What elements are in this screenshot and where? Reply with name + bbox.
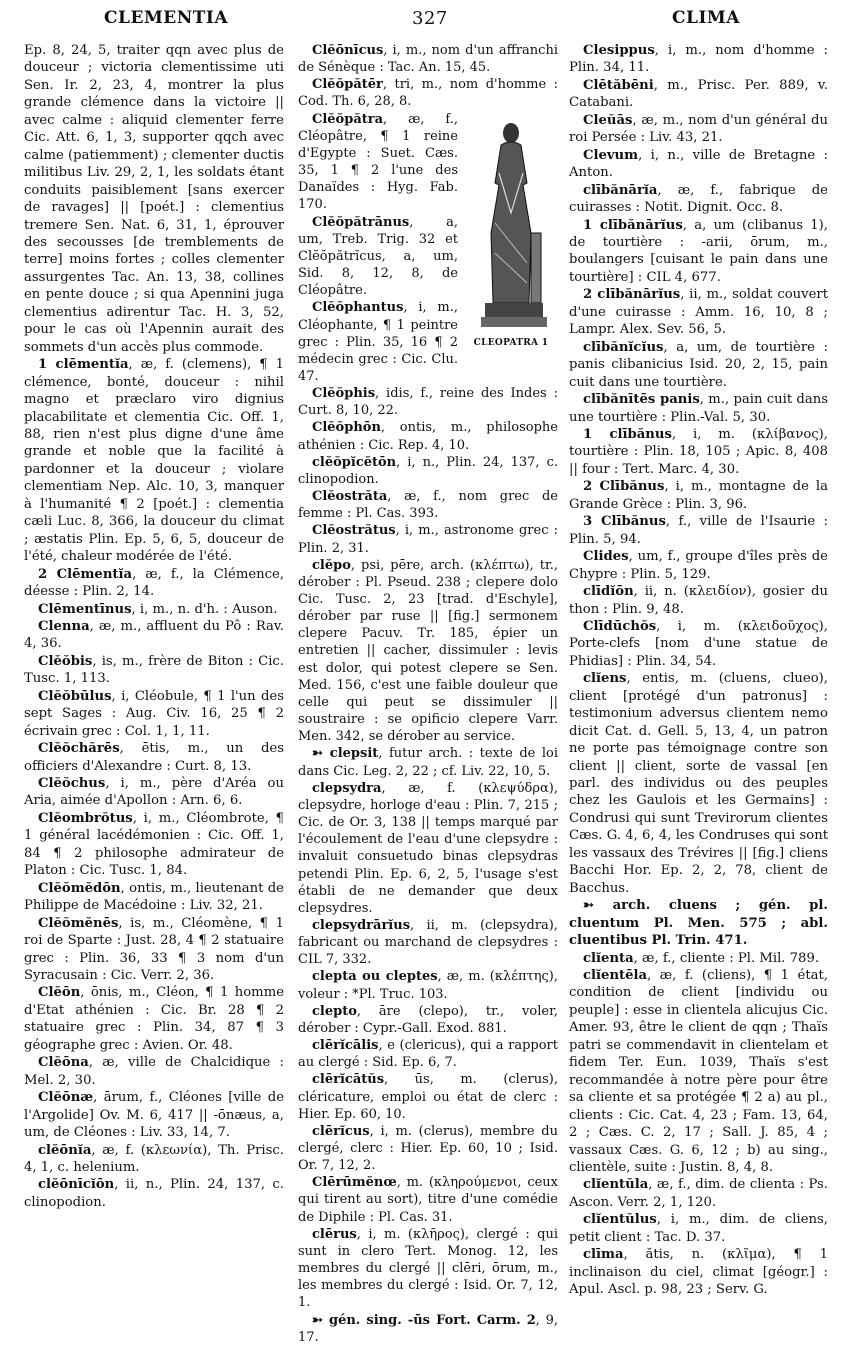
dictionary-entry: Clĕombrŏtus, i, m., Cléombrote, ¶ 1 général lacédémonien : Cic. Off. 1, 84 ¶ 2 philosophe admirateur de Platon : Cic. Tusc. 1, 84. xyxy=(24,810,284,879)
dictionary-entry: Clērūmĕnœ, m. (κληρούμενοι, ceux qui tirent au sort), titre d'une comédie de Diphile : Pl. Cas. 31. xyxy=(298,1175,558,1225)
dictionary-entry: Clĕŏpătēr, tri, m., nom d'homme : Cod. Th. 6, 28, 8. xyxy=(298,77,558,110)
dictionary-entry: clĕŏpĭcĕtōn, i, n., Plin. 24, 137, c. clinopodion. xyxy=(298,454,558,487)
dictionary-entry: clērĭcus, i, m. (clerus), membre du clergé, clerc : Hier. Ep. 60, 10 ; Isid. Or. 7, 12, 2. xyxy=(298,1123,558,1174)
dictionary-entry: Clevum, i, n., ville de Bretagne : Anton. xyxy=(569,147,828,181)
running-head-left: CLEMENTIA xyxy=(104,8,229,28)
dictionary-entry: clĭenta, æ, f., cliente : Pl. Mil. 789. xyxy=(583,950,820,966)
dictionary-entry: clībănārĭa, æ, f., fabrique de cuirasses : Notit. Dignit. Occ. 8. xyxy=(569,182,828,216)
dictionary-entry: clĭentēla, æ, f. (cliens), ¶ 1 état, condition de client [individu ou peuple] : esse in clientela alicujus Cic. Amer. 93, être le client de qqn ; Thaïs patri se commendavit in clientelam et fidem Ter. Eun. 1039, Thaïs s'est recommandée à notre père pour être sa cliente et sa protégée ¶ 2 a) au pl., clients : Cic. Cat. 4, 23 ; Fam. 13, 64, 2 ; Cæs. C. 2, 17 ; Sall. J. 85, 4 ; vassaux Cæs. G. 6, 12 ; b) au sing., clientèle, suite : Justin. 8, 4, 8. xyxy=(569,968,828,1175)
dictionary-entry: clĭentŭlus, i, m., dim. de cliens, petit client : Tac. D. 37. xyxy=(569,1212,828,1245)
figure-caption: CLEOPATRA 1 xyxy=(473,337,549,348)
dictionary-entry: clīdĭōn, ii, n. (κλειδίον), gosier du thon : Plin. 9, 48. xyxy=(569,584,828,617)
dictionary-entry: Clĕŏchărēs, ētis, m., un des officiers d'Alexandre : Curt. 8, 13. xyxy=(24,741,284,774)
dictionary-entry: Clēmentīnus, i, m., n. d'h. : Auson. xyxy=(38,601,278,617)
dictionary-entry: Clĕōnīcus, i, m., nom d'un affranchi de Sénèque : Tac. An. 15, 45. xyxy=(298,43,558,76)
dictionary-entry: Ep. 8, 24, 5, traiter qqn avec plus de douceur ; victoria clementissime uti Sen. Ir. 2, 23, 4, montrer la plus grande clémence dans la victoire || avec calme : aliquid clementer ferre Cic. Att. 6, 1, 3, supporter qqch avec calme (patiemment) ; clementer ductis militibus Liv. 29, 2, 1, les soldats étant conduits paisiblement [sans exercer de ravages] || [poét.] : clementius tremere Sen. Nat. 6, 31, 1, éprouver des secousses [de tremblements de terre] moins fortes ; colles clementer assurgentes Tac. An. 13, 38, collines en pente douce ; si qua Apennini juga clementius adirentur Tac. H. 3, 52, pour le cas où l'Apennin aurait des sommets d'un accès plus commode. xyxy=(24,43,284,355)
dictionary-entry: Clĕŏmĕnēs, is, m., Cléomène, ¶ 1 roi de Sparte : Just. 28, 4 ¶ 2 statuaire grec : Plin. 36, 33 ¶ 3 nom d'un Syracusain : Cic. Verr. 2, 36. xyxy=(24,915,284,984)
dictionary-entry: ➳ gén. sing. -ūs Fort. Carm. 2, 9, 17. xyxy=(298,1312,558,1345)
dictionary-entry: Clĕŏbūlus, i, Cléobule, ¶ 1 l'un des sept Sages : Aug. Civ. 16, 25 ¶ 2 écrivain grec : Col. 1, 1, 11. xyxy=(24,688,284,739)
dictionary-entry: ➳ clepsit, futur arch. : texte de loi dans Cic. Leg. 2, 22 ; cf. Liv. 22, 10, 5. xyxy=(298,746,558,779)
dictionary-entry: 2 Clībănus, i, m., montagne de la Grande Grèce : Plin. 3, 96. xyxy=(569,479,828,512)
dictionary-entry: Clĕōn, ōnis, m., Cléon, ¶ 1 homme d'Etat athénien : Cic. Br. 28 ¶ 2 statuaire grec : Plin. 34, 87 ¶ 3 géographe grec : Avien. Or. 48. xyxy=(24,985,284,1053)
dictionary-entry: Clĕŏphōn, ontis, m., philosophe athénien : Cic. Rep. 4, 10. xyxy=(298,420,558,453)
column-left xyxy=(24,42,284,1211)
dictionary-entry: 2 clībănārĭus, ii, m., soldat couvert d'une cuirasse : Amm. 16, 10, 8 ; Lampr. Alex. Sev. 56, 5. xyxy=(569,287,828,338)
dictionary-entry: Clĕŏpătrānus, a, um, Treb. Trig. 32 et Clĕŏpătrĭcus, a, um, Sid. 8, 12, 8, de Cléopâtre. xyxy=(298,214,458,299)
dictionary-entry: Clētăbēni, m., Prisc. Per. 889, v. Catabani. xyxy=(569,77,828,111)
dictionary-entry: Clĕŏphantus, i, m., Cléophante, ¶ 1 peintre grec : Plin. 35, 16 ¶ 2 médecin grec : Cic. Clu. 47. xyxy=(298,300,458,384)
dictionary-entry: clĕōnīcĭōn, ii, n., Plin. 24, 137, c. clinopodion. xyxy=(24,1177,284,1210)
dictionary-entry: 2 Clēmentĭa, æ, f., la Clémence, déesse : Plin. 2, 14. xyxy=(24,566,285,600)
dictionary-entry: Clĕostrăta, æ, f., nom grec de femme : Pl. Cas. 393. xyxy=(298,489,558,522)
dictionary-entry: Clĕōna, æ, ville de Chalcidique : Mel. 2, 30. xyxy=(24,1055,284,1088)
dictionary-entry: clīma, ătis, n. (κλῖμα), ¶ 1 inclinaison du ciel, climat [géogr.] : Apul. Ascl. p. 98, 23 ; Serv. G. xyxy=(569,1247,828,1298)
cleopatra-statue-icon xyxy=(471,113,551,335)
dictionary-entry: Clĕŏmĕdōn, ontis, m., lieutenant de Philippe de Macédoine : Liv. 32, 21. xyxy=(24,880,284,914)
dictionary-entry: Clĕŏchus, i, m., père d'Aréa ou Aria, aimée d'Apollon : Arn. 6, 6. xyxy=(24,776,284,809)
dictionary-entry: clĭens, entis, m. (cluens, clueo), client [protégé d'un patronus] : testimonium adversus clientem nemo dicit Cat. d. Gell. 5, 13, 4, un patron ne porte pas témoignage contre son client || client, sorte de vassal [en parl. des individus ou des peuples chez les Gaulois et les Germains] : Condrusi qui sunt Trevirorum clientes Cæs. G. 4, 6, 4, les Condruses qui sont les vassaux des Trévires || [fig.] cliens Bacchi Hor. Ep. 2, 2, 78, client de Bacchus. xyxy=(569,671,828,896)
dictionary-entry: Clides, um, f., groupe d'îles près de Chypre : Plin. 5, 129. xyxy=(569,549,828,582)
dictionary-entry: 1 clībănus, i, m. (κλίβανος), tourtière : Plin. 18, 105 ; Apic. 8, 408 || four : Tert. Marc. 4, 30. xyxy=(569,426,828,477)
cleopatra-illustration xyxy=(464,113,558,352)
dictionary-entry: clībănĭcĭus, a, um, de tourtière : panis clibanicius Isid. 20, 2, 15, pain cuit dans une tourtière. xyxy=(569,339,828,390)
dictionary-entry: Cleŭās, æ, m., nom d'un général du roi Persée : Liv. 43, 21. xyxy=(569,112,828,146)
dictionary-entry: Clĕōnæ, ārum, f., Cléones [ville de l'Argolide] Ov. M. 6, 417 || -ōnæus, a, um, de Cléones : Liv. 33, 14, 7. xyxy=(24,1090,284,1141)
page-number: 327 xyxy=(412,8,448,29)
dictionary-entry: clĭentŭla, æ, f., dim. de clienta : Ps. Ascon. Verr. 2, 1, 120. xyxy=(569,1177,828,1210)
column-right xyxy=(569,42,828,1299)
column-middle xyxy=(298,42,558,1346)
dictionary-entry: Clenna, æ, m., affluent du Pô : Rav. 4, 36. xyxy=(24,618,284,652)
dictionary-entry: Clĕŏphis, idis, f., reine des Indes : Curt. 8, 10, 22. xyxy=(298,386,558,419)
dictionary-entry: clērĭcātŭs, ūs, m. (clerus), cléricature, emploi ou état de clerc : Hier. Ep. 60, 10. xyxy=(298,1072,558,1122)
page-header xyxy=(0,8,846,36)
dictionary-entry: clepto, āre (clepo), tr., voler, dérober : Cypr.-Gall. Exod. 881. xyxy=(298,1003,558,1036)
dictionary-entry: 1 clēmentĭa, æ, f. (clemens), ¶ 1 clémence, bonté, douceur : nihil magno et præclaro viro dignius placabilitate et clementia Cic. Off. 1, 88, rien n'est plus digne d'une âme grande et noble que la facilité à pardonner et la douceur ; violare clementiam Nep. Alc. 10, 3, manquer à l'humanité ¶ 2 [poét.] : clementia cæli Luc. 8, 366, la douceur du climat ; æstatis Plin. Ep. 5, 6, 5, douceur de l'été, chaleur modérée de l'été. xyxy=(24,357,284,565)
dictionary-entry: Clesippus, i, m., nom d'homme : Plin. 34, 11. xyxy=(569,43,828,76)
dictionary-entry: Clĕostrătus, i, m., astronome grec : Plin. 2, 31. xyxy=(298,523,558,556)
dictionary-entry: 3 Clībănus, f., ville de l'Isaurie : Plin. 5, 94. xyxy=(569,514,828,547)
dictionary-entry: Clĕŏbis, is, m., frère de Biton : Cic. Tusc. 1, 113. xyxy=(24,653,284,687)
dictionary-entry: clērĭcālis, e (clericus), qui a rapport au clergé : Sid. Ep. 6, 7. xyxy=(298,1038,558,1071)
dictionary-entry: clībănītēs panis, m., pain cuit dans une tourtière : Plin.-Val. 5, 30. xyxy=(569,392,828,425)
dictionary-entry: 1 clībănārĭus, a, um (clibanus 1), de tourtière : -arii, ōrum, m., boulangers [cuisant le pain dans une tourtière] : CIL 4, 677. xyxy=(569,217,828,285)
dictionary-entry: clĕpo, psi, pēre, arch. (κλέπτω), tr., dérober : Pl. Pseud. 238 ; clepere dolo Cic. Tusc. 2, 23 [trad. d'Eschyle], dérober par ruse || [fig.] sermonem clepere Pacuv. Tr. 185, épier un entretien || cacher, dissimuler : levis est dolor, qui potest clepere se Sen. Med. 156, c'est une faible douleur que celle qui peut se dissimuler || soustraire : se opificio clepere Varr. Men. 342, se dérober au service. xyxy=(298,557,558,745)
dictionary-entry: clepsydra, æ, f. (κλεψύδρα), clepsydre, horloge d'eau : Plin. 7, 215 ; Cic. de Or. 3, 138 || temps marqué par l'écoulement de l'eau d'une clepsydre : invaluit consuetudo binas clepsydras petendi Plin. Ep. 6, 2, 5, l'usage s'est établi de ne demander que deux clepsydres. xyxy=(298,780,558,916)
dictionary-entry: clepsydrārĭus, ii, m. (clepsydra), fabricant ou marchand de clepsydres : CIL 7, 332. xyxy=(298,917,558,968)
dictionary-entry: ➳ arch. cluens ; gén. pl. cluentum Pl. Men. 575 ; abl. cluentibus Pl. Trin. 471. xyxy=(569,898,828,949)
running-head-right: CLIMA xyxy=(672,8,740,28)
dictionary-entry: clepta ou cleptes, æ, m. (κλέπτης), voleur : *Pl. Truc. 103. xyxy=(298,969,558,1002)
dictionary-entry: clĕōnĭa, æ, f. (κλεωνία), Th. Prisc. 4, 1, c. helenium. xyxy=(24,1142,284,1175)
dictionary-entry: clērus, i, m. (κλῆρος), clergé : qui sunt in clero Tert. Monog. 12, les membres du clergé || clēri, ōrum, m., les membres du clergé : Isid. Or. 7, 12, 1. xyxy=(298,1226,558,1311)
dictionary-entry: Clīdūchŏs, i, m. (κλειδοῦχος), Porte-clefs [nom d'une statue de Phidias] : Plin. 34, 54. xyxy=(569,618,828,669)
dictionary-entry: Clĕŏpătra, æ, f., Cléopâtre, ¶ 1 reine d'Egypte : Suet. Cæs. 35, 1 ¶ 2 l'une des Danaïdes : Hyg. Fab. 170. xyxy=(298,111,458,213)
